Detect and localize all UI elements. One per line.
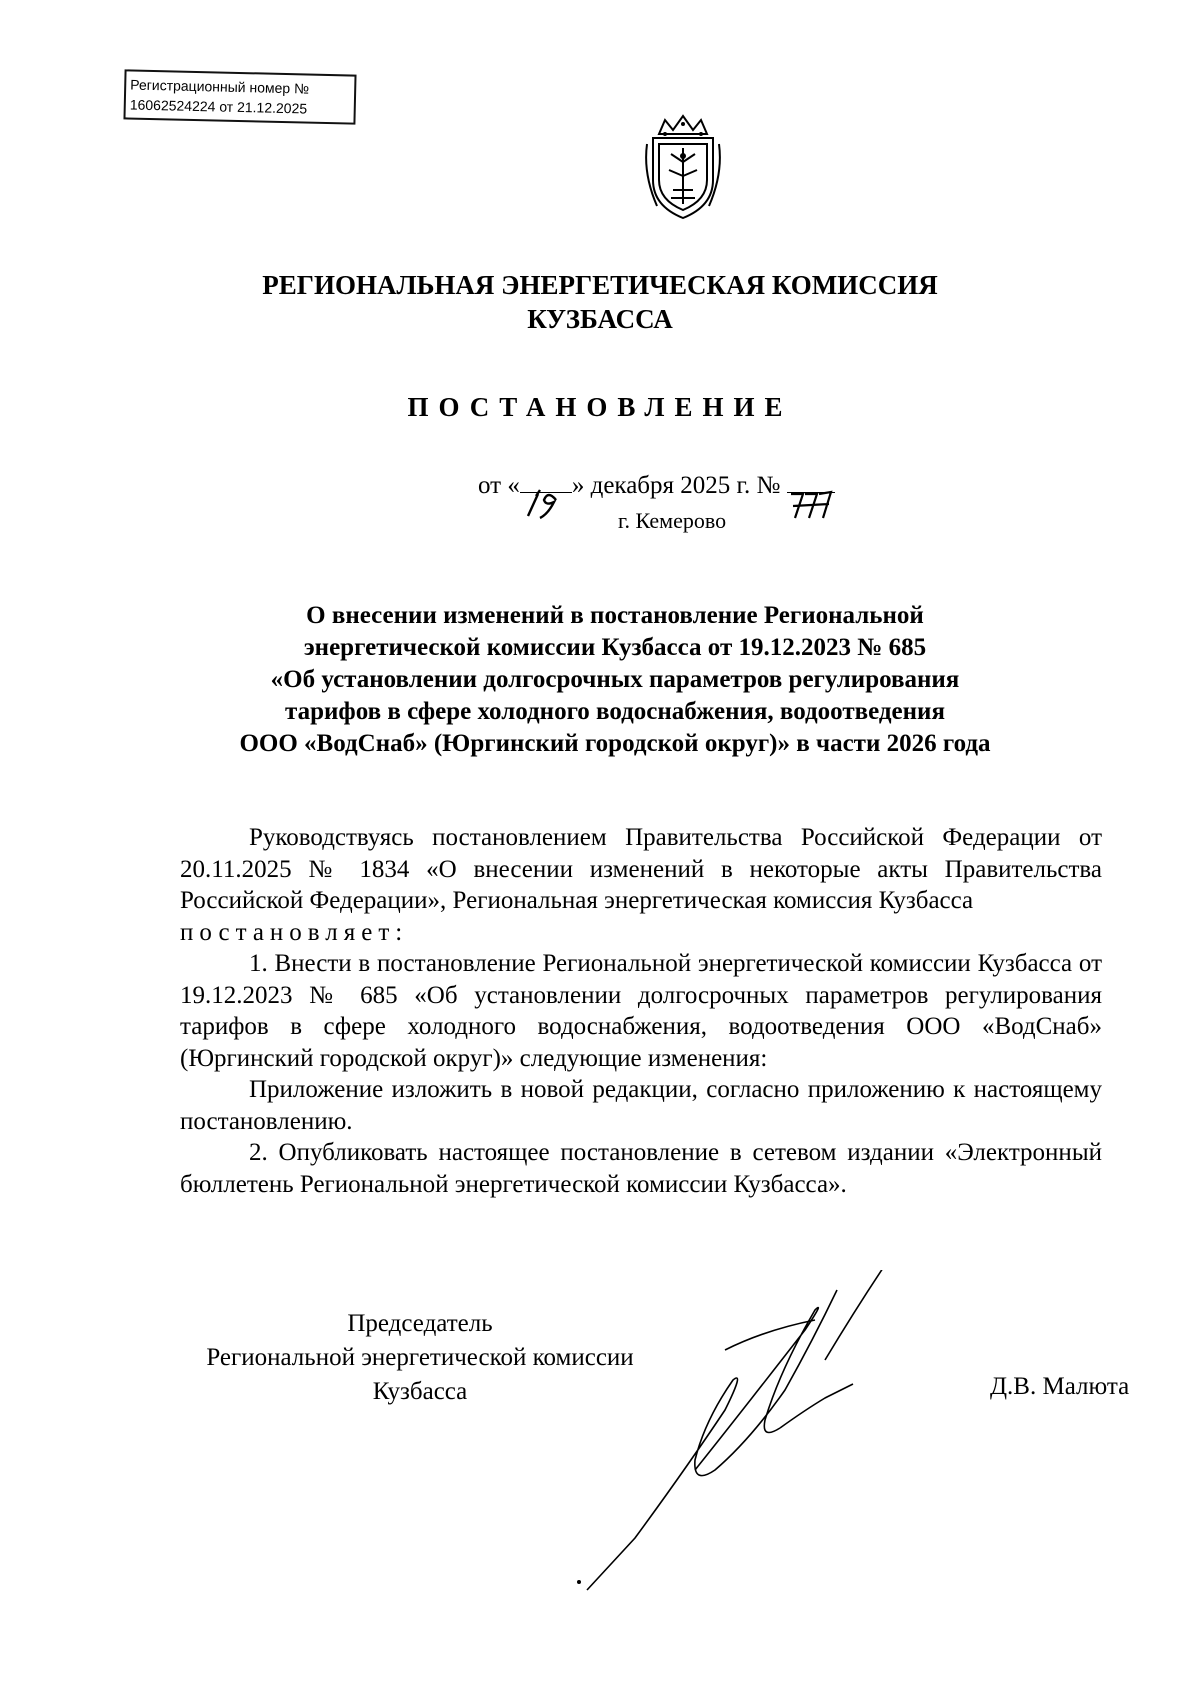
document-body	[180, 822, 1102, 1200]
document-subject	[190, 600, 1040, 760]
registration-stamp-line1: Регистрационный номер №	[130, 76, 310, 97]
signatory-name: Д.В. Малюта	[990, 1373, 1130, 1400]
handwritten-signature	[575, 1270, 975, 1600]
handwritten-day-mark	[522, 486, 570, 522]
signatory-title-line1: Председатель	[347, 1310, 493, 1337]
organization-name	[250, 268, 950, 336]
subject-line4: тарифов в сфере холодного водоснабжения, водоотведения	[285, 698, 945, 725]
date-prefix: от «	[478, 472, 520, 499]
handwritten-number	[787, 492, 835, 493]
signatory-title-line3: Кузбасса	[372, 1378, 468, 1405]
registration-stamp-line2: 16062524224 от 21.12.2025	[129, 96, 308, 117]
organization-line2: КУЗБАССА	[527, 304, 673, 334]
document-date-line	[478, 472, 835, 500]
item-2-paragraph: 2. Опубликовать настоящее постановление в сетевом издании «Электронный бюллетень Региональной энергетической комиссии Кузбасса».	[180, 1139, 1102, 1198]
subject-line3: «Об установлении долгосрочных параметров регулирования	[270, 666, 960, 693]
item-1-paragraph: 1. Внести в постановление Региональной энергетической комиссии Кузбасса от 19.12.2023 № 685 «Об установлении долгосрочных параметров регулирования тарифов в сфере холодного водоснабжения, водоотведения ООО «ВодСнаб» (Юргинский городской округ)» следующие изменения:	[180, 950, 1102, 1072]
city: г. Кемерово	[618, 508, 727, 533]
handwritten-number-mark	[789, 486, 835, 522]
preamble-paragraph: Руководствуясь постановлением Правительства Российской Федерации от 20.11.2025 № 1834 «О внесении изменений в некоторые акты Правительства Российской Федерации», Региональная энергетическая комиссия Кузбасса	[180, 824, 1102, 914]
resolves-word: постановляет:	[180, 918, 409, 946]
subject-line5: ООО «ВодСнаб» (Юргинский городской округ)» в части 2026 года	[239, 730, 991, 757]
handwritten-day	[520, 492, 572, 493]
coat-of-arms-icon	[643, 114, 723, 222]
item-1-sub-paragraph: Приложение изложить в новой редакции, согласно приложению к настоящему постановлению.	[180, 1076, 1102, 1135]
registration-stamp	[123, 69, 356, 124]
signatory-title-line2: Региональной энергетической комиссии	[206, 1344, 634, 1371]
subject-line2: энергетической комиссии Кузбасса от 19.12.2023 № 685	[303, 634, 927, 661]
organization-line1: РЕГИОНАЛЬНАЯ ЭНЕРГЕТИЧЕСКАЯ КОМИССИЯ	[262, 270, 938, 300]
document-type: ПОСТАНОВЛЕНИЕ	[407, 392, 793, 422]
date-middle: » декабря 2025 г. №	[571, 472, 787, 499]
subject-line1: О внесении изменений в постановление Региональной	[306, 602, 924, 629]
